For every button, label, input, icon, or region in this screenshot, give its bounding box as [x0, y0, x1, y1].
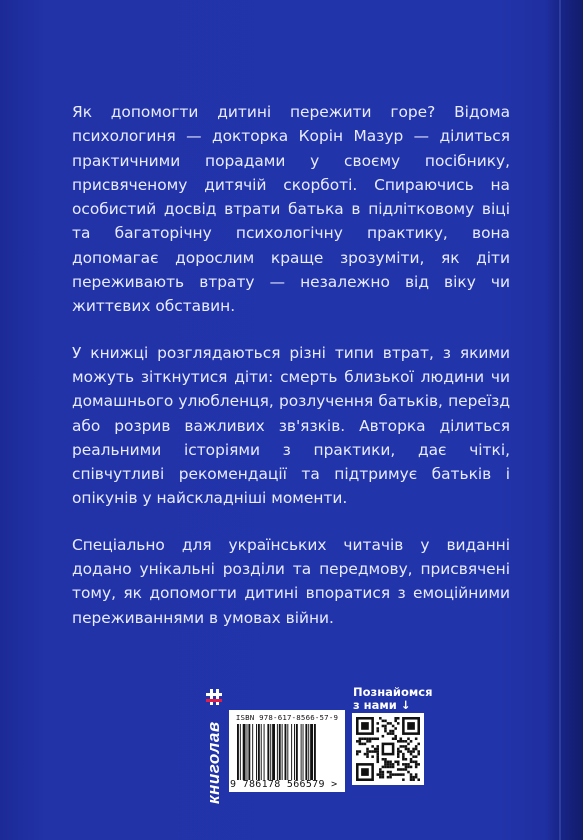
cover-edge — [545, 0, 583, 840]
publisher-hash-icon — [205, 688, 223, 706]
blurb-paragraph-1: Як допомогти дитині пережити горе? Відома психологиня — докторка Корін Мазур — ділиться практичними порадами у своєму посібнику, присвяченому дитячій скорботі. Спираючись на особистий досвід втрати батька в підлітковому віці та багаторічну психологічну практику, вона допомагає дорослим краще зрозуміти, як діти переживають втрату — незалежно від віку чи життєвих обставин. — [72, 103, 510, 316]
qr-caption — [353, 686, 443, 712]
isbn-label: ISBN 978-617-8566-57-9 — [235, 713, 339, 722]
qr-caption-line-2: з нами ↓ — [353, 698, 411, 712]
publisher-name: книголав — [204, 721, 223, 804]
isbn-barcode — [229, 710, 345, 792]
blurb-text — [72, 100, 510, 652]
barcode-digits: 9 786178 566579 > — [230, 779, 338, 790]
qr-caption-line-1: Познайомся — [353, 685, 433, 699]
barcode-bars — [237, 724, 341, 780]
publisher-logo — [203, 688, 225, 804]
blurb-paragraph-2: У книжці розглядаються різні типи втрат, з якими можуть зіткнутися діти: смерть близької людини чи домашнього улюбленця, розлучення батьків, переїзд або розрив важливих зв'язків. Авторка ділиться реальними історіями з практики, дає чіткі, співчутливі рекомендації та підтримує батьків і опікунів у найскладніші моменти. — [72, 343, 510, 508]
qr-code-pattern — [356, 717, 420, 781]
qr-code — [352, 713, 424, 785]
blurb-paragraph-3: Спеціально для українських читачів у виданні додано унікальні розділи та передмову, присвячені тому, як допомогти дитині впоратися з емоційними переживаннями в умовах війни. — [72, 535, 510, 627]
